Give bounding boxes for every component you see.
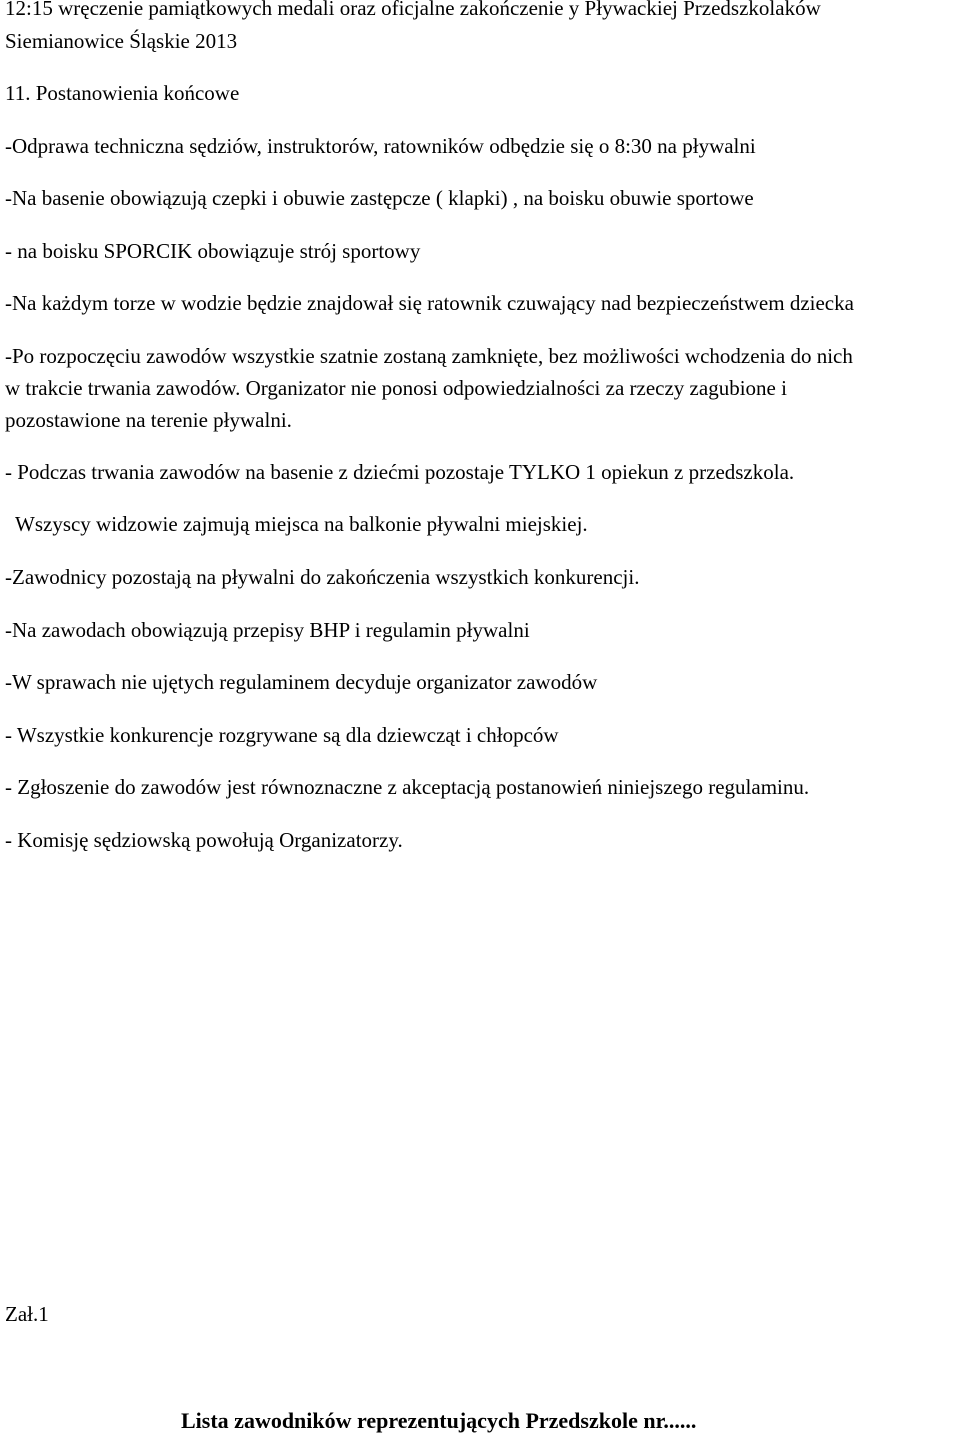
paragraph-footwear: -Na basenie obowiązują czepki i obuwie zastępcze ( klapki) , na boisku obuwie sportowe [5, 186, 754, 210]
schedule-line-1: 12:15 wręczenie pamiątkowych medali oraz oficjalne zakończenie y Pływackiej Przedszkolaków [5, 0, 821, 20]
footer-title: Lista zawodników reprezentujących Przedszkole nr...... [181, 1408, 697, 1433]
paragraph-lockers-line-2: w trakcie trwania zawodów. Organizator nie ponosi odpowiedzialności za rzeczy zagubione i [5, 376, 787, 400]
paragraph-competitors: -Zawodnicy pozostają na pływalni do zakończenia wszystkich konkurencji. [5, 565, 640, 589]
schedule-line-2: Siemianowice Śląskie 2013 [5, 29, 238, 53]
section-title: 11. Postanowienia końcowe [5, 81, 240, 105]
paragraph-lockers-line-3: pozostawione na terenie pływalni. [5, 408, 292, 432]
paragraph-competitions: - Wszystkie konkurencje rozgrywane są dla dziewcząt i chłopców [5, 723, 559, 747]
paragraph-organizer-decides: -W sprawach nie ujętych regulaminem decyduje organizator zawodów [5, 670, 598, 694]
paragraph-lockers-line-1: -Po rozpoczęciu zawodów wszystkie szatnie zostaną zamknięte, bez możliwości wchodzenia do nich [5, 344, 853, 368]
paragraph-bhp: -Na zawodach obowiązują przepisy BHP i regulamin pływalni [5, 618, 530, 642]
paragraph-guardian: - Podczas trwania zawodów na basenie z dziećmi pozostaje TYLKO 1 opiekun z przedszkola. [5, 460, 795, 484]
paragraph-registration: - Zgłoszenie do zawodów jest równoznaczne z akceptacją postanowień niniejszego regulaminu. [5, 775, 810, 799]
paragraph-sport-outfit: - na boisku SPORCIK obowiązuje strój sportowy [5, 239, 421, 263]
paragraph-jury: - Komisję sędziowską powołują Organizatorzy. [5, 828, 403, 852]
attachment-label: Zał.1 [5, 1302, 49, 1326]
paragraph-lifeguard: -Na każdym torze w wodzie będzie znajdował się ratownik czuwający nad bezpieczeństwem dziecka [5, 291, 854, 315]
paragraph-technical-briefing: -Odprawa techniczna sędziów, instruktorów, ratowników odbędzie się o 8:30 na pływalni [5, 134, 756, 158]
paragraph-spectators: Wszyscy widzowie zajmują miejsca na balkonie pływalni miejskiej. [15, 512, 588, 536]
